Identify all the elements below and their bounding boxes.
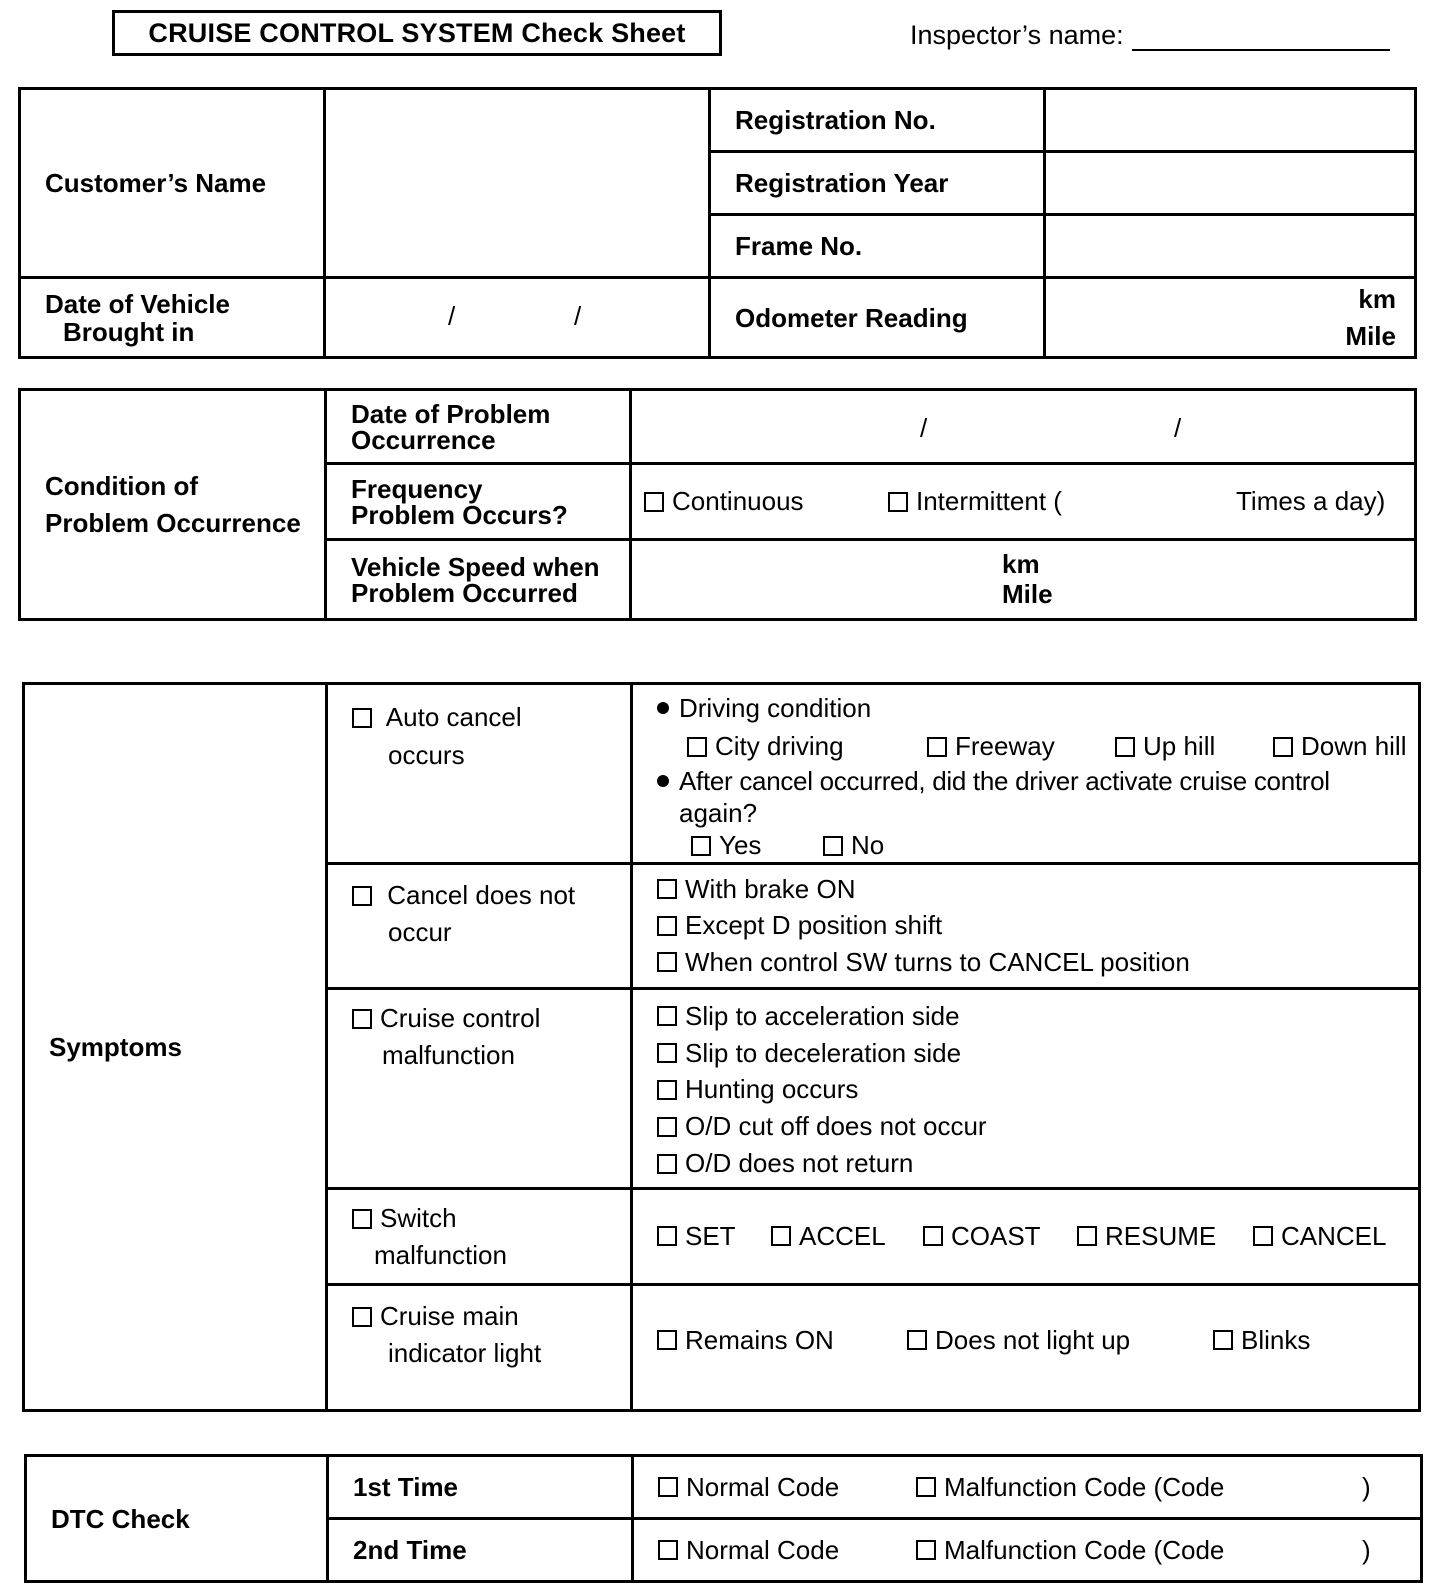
coast-label: COAST: [951, 1220, 1041, 1251]
set-checkbox[interactable]: [657, 1226, 677, 1246]
hunting-label: Hunting occurs: [685, 1074, 859, 1105]
date-separator: /: [574, 300, 582, 331]
auto-cancel-details: [632, 684, 1420, 864]
frequency-options: [631, 464, 1416, 540]
frequency-label: [326, 464, 631, 540]
vehicle-speed-label-line1: Vehicle Speed when: [351, 551, 600, 582]
yes-label: Yes: [719, 829, 762, 860]
accel-label: ACCEL: [799, 1220, 886, 1251]
unit-mile: Mile: [1345, 320, 1396, 351]
odometer-value[interactable]: [1045, 278, 1416, 358]
not-light-up-label: Does not light up: [935, 1324, 1131, 1355]
odometer-label: Odometer Reading: [710, 278, 1045, 358]
up-hill-checkbox[interactable]: [1115, 737, 1135, 757]
date-brought-in-value[interactable]: [325, 278, 710, 358]
intermittent-label: Intermittent (: [916, 486, 1062, 516]
second-malfunction-code-label: Malfunction Code (Code: [944, 1534, 1225, 1565]
registration-year-label: Registration Year: [710, 152, 1045, 215]
cruise-malfunction-option: [327, 988, 632, 1188]
date-brought-in-label: [20, 278, 325, 358]
slip-decel-label: Slip to deceleration side: [685, 1037, 962, 1068]
registration-no-label: Registration No.: [710, 89, 1045, 152]
cruise-malfunction-label: Cruise control: [380, 1002, 541, 1033]
slip-accel-label: Slip to acceleration side: [685, 1000, 960, 1031]
switch-malfunction-option: [327, 1188, 632, 1284]
down-hill-label: Down hill: [1301, 730, 1407, 761]
date-separator: /: [1174, 412, 1182, 443]
city-driving-checkbox[interactable]: [687, 737, 707, 757]
inspector-name-field: [910, 20, 1390, 51]
registration-no-value[interactable]: [1045, 89, 1416, 152]
second-time-label: 2nd Time: [328, 1519, 633, 1582]
problem-date-label: [326, 390, 631, 464]
customer-table: [18, 87, 1417, 359]
down-hill-checkbox[interactable]: [1273, 737, 1293, 757]
auto-cancel-label-line2: occurs: [388, 739, 465, 770]
continuous-label: Continuous: [672, 486, 804, 516]
frequency-label-line2: Problem Occurs?: [351, 499, 568, 530]
remains-on-checkbox[interactable]: [657, 1330, 677, 1350]
first-normal-code-label: Normal Code: [686, 1471, 840, 1502]
no-label: No: [851, 829, 885, 860]
first-normal-code-checkbox[interactable]: [658, 1477, 678, 1497]
frequency-label-line1: Frequency: [351, 473, 483, 504]
frame-no-value[interactable]: [1045, 215, 1416, 278]
main-indicator-label-line2: indicator light: [388, 1338, 542, 1369]
no-checkbox[interactable]: [823, 836, 843, 856]
cancel-not-occur-checkbox[interactable]: [352, 886, 372, 906]
switch-malfunction-label: Switch: [380, 1202, 457, 1233]
problem-date-label-line2: Occurrence: [351, 424, 496, 455]
continuous-checkbox[interactable]: [644, 492, 664, 512]
cancel-not-occur-option: [327, 863, 632, 988]
main-indicator-option: [327, 1284, 632, 1410]
times-a-day-label: Times a day): [1236, 486, 1386, 516]
registration-year-value[interactable]: [1045, 152, 1416, 215]
page-title: CRUISE CONTROL SYSTEM Check Sheet: [112, 10, 722, 56]
cancel-not-occur-details: [632, 863, 1420, 988]
problem-date-value[interactable]: [631, 390, 1416, 464]
cancel-position-checkbox[interactable]: [657, 952, 677, 972]
vehicle-speed-label-line2: Problem Occurred: [351, 577, 578, 608]
inspector-name-label: Inspector’s name:: [910, 20, 1124, 50]
bullet-icon: [657, 775, 669, 787]
slip-decel-checkbox[interactable]: [657, 1043, 677, 1063]
od-return-label: O/D does not return: [685, 1148, 914, 1179]
customer-name-value[interactable]: [325, 89, 710, 278]
remains-on-label: Remains ON: [685, 1324, 834, 1355]
od-cutoff-checkbox[interactable]: [657, 1117, 677, 1137]
date-brought-in-label-line2: Brought in: [63, 316, 195, 347]
symptoms-table: [22, 682, 1421, 1412]
auto-cancel-label: Auto cancel: [385, 702, 522, 732]
second-normal-code-checkbox[interactable]: [658, 1540, 678, 1560]
after-cancel-question: After cancel occurred, did the driver activate cruise control: [679, 766, 1330, 797]
auto-cancel-checkbox[interactable]: [352, 708, 372, 728]
problem-date-label-line1: Date of Problem: [351, 398, 551, 429]
second-malfunction-code-checkbox[interactable]: [916, 1540, 936, 1560]
first-time-label: 1st Time: [328, 1456, 633, 1519]
unit-km: km: [1358, 284, 1396, 315]
vehicle-speed-label: [326, 540, 631, 620]
first-malfunction-code-label: Malfunction Code (Code: [944, 1471, 1225, 1502]
condition-section-label: [20, 390, 326, 620]
dtc-table: [24, 1454, 1423, 1583]
condition-section-label-line1: Condition of: [45, 471, 199, 502]
od-cutoff-label: O/D cut off does not occur: [685, 1111, 987, 1142]
coast-checkbox[interactable]: [923, 1226, 943, 1246]
second-time-options: [633, 1519, 1422, 1582]
main-indicator-checkbox[interactable]: [352, 1307, 372, 1327]
resume-checkbox[interactable]: [1077, 1226, 1097, 1246]
not-light-up-checkbox[interactable]: [907, 1330, 927, 1350]
symptoms-section-label: Symptoms: [24, 684, 327, 1411]
hunting-checkbox[interactable]: [657, 1080, 677, 1100]
accel-checkbox[interactable]: [771, 1226, 791, 1246]
freeway-label: Freeway: [955, 730, 1055, 761]
first-malfunction-code-checkbox[interactable]: [916, 1477, 936, 1497]
cancel-not-occur-label-line2: occur: [388, 917, 452, 948]
main-indicator-details: [632, 1284, 1420, 1410]
first-time-options: [633, 1456, 1422, 1519]
up-hill-label: Up hill: [1143, 730, 1216, 761]
close-paren: ): [1362, 1471, 1371, 1502]
cruise-malfunction-checkbox[interactable]: [352, 1009, 372, 1029]
inspector-name-line[interactable]: [1132, 25, 1390, 51]
except-d-shift-checkbox[interactable]: [657, 916, 677, 936]
cancel-label: CANCEL: [1281, 1220, 1387, 1251]
vehicle-speed-value[interactable]: [631, 540, 1416, 620]
intermittent-checkbox[interactable]: [888, 492, 908, 512]
unit-mile: Mile: [1002, 578, 1053, 609]
with-brake-on-checkbox[interactable]: [657, 879, 677, 899]
unit-km: km: [1002, 548, 1040, 579]
freeway-checkbox[interactable]: [927, 737, 947, 757]
after-cancel-question-line2: again?: [679, 798, 758, 829]
blinks-checkbox[interactable]: [1213, 1330, 1233, 1350]
condition-section-label-line2: Problem Occurrence: [45, 507, 301, 538]
switch-malfunction-checkbox[interactable]: [352, 1209, 372, 1229]
cancel-checkbox[interactable]: [1253, 1226, 1273, 1246]
close-paren: ): [1362, 1534, 1371, 1565]
main-indicator-label: Cruise main: [380, 1300, 519, 1331]
cruise-malfunction-details: [632, 988, 1420, 1188]
blinks-label: Blinks: [1241, 1324, 1311, 1355]
second-normal-code-label: Normal Code: [686, 1534, 840, 1565]
slip-accel-checkbox[interactable]: [657, 1006, 677, 1026]
switch-malfunction-label-line2: malfunction: [374, 1240, 507, 1271]
dtc-section-label: DTC Check: [26, 1456, 328, 1582]
switch-malfunction-details: [632, 1188, 1420, 1284]
with-brake-on-label: With brake ON: [685, 874, 856, 904]
cruise-malfunction-label-line2: malfunction: [382, 1040, 515, 1071]
cancel-position-label: When control SW turns to CANCEL position: [685, 946, 1190, 977]
except-d-shift-label: Except D position shift: [685, 910, 943, 941]
frame-no-label: Frame No.: [710, 215, 1045, 278]
set-label: SET: [685, 1220, 736, 1251]
date-separator: /: [448, 300, 456, 331]
customer-name-label: Customer’s Name: [20, 89, 325, 278]
driving-condition-label: Driving condition: [679, 693, 872, 723]
city-driving-label: City driving: [715, 730, 844, 761]
cancel-not-occur-label: Cancel does not: [387, 879, 576, 910]
condition-table: [18, 388, 1417, 621]
yes-checkbox[interactable]: [691, 836, 711, 856]
auto-cancel-option: [327, 684, 632, 864]
date-brought-in-label-line1: Date of Vehicle: [45, 288, 230, 319]
bullet-icon: [657, 702, 669, 714]
resume-label: RESUME: [1105, 1220, 1217, 1251]
od-return-checkbox[interactable]: [657, 1154, 677, 1174]
date-separator: /: [920, 412, 928, 443]
